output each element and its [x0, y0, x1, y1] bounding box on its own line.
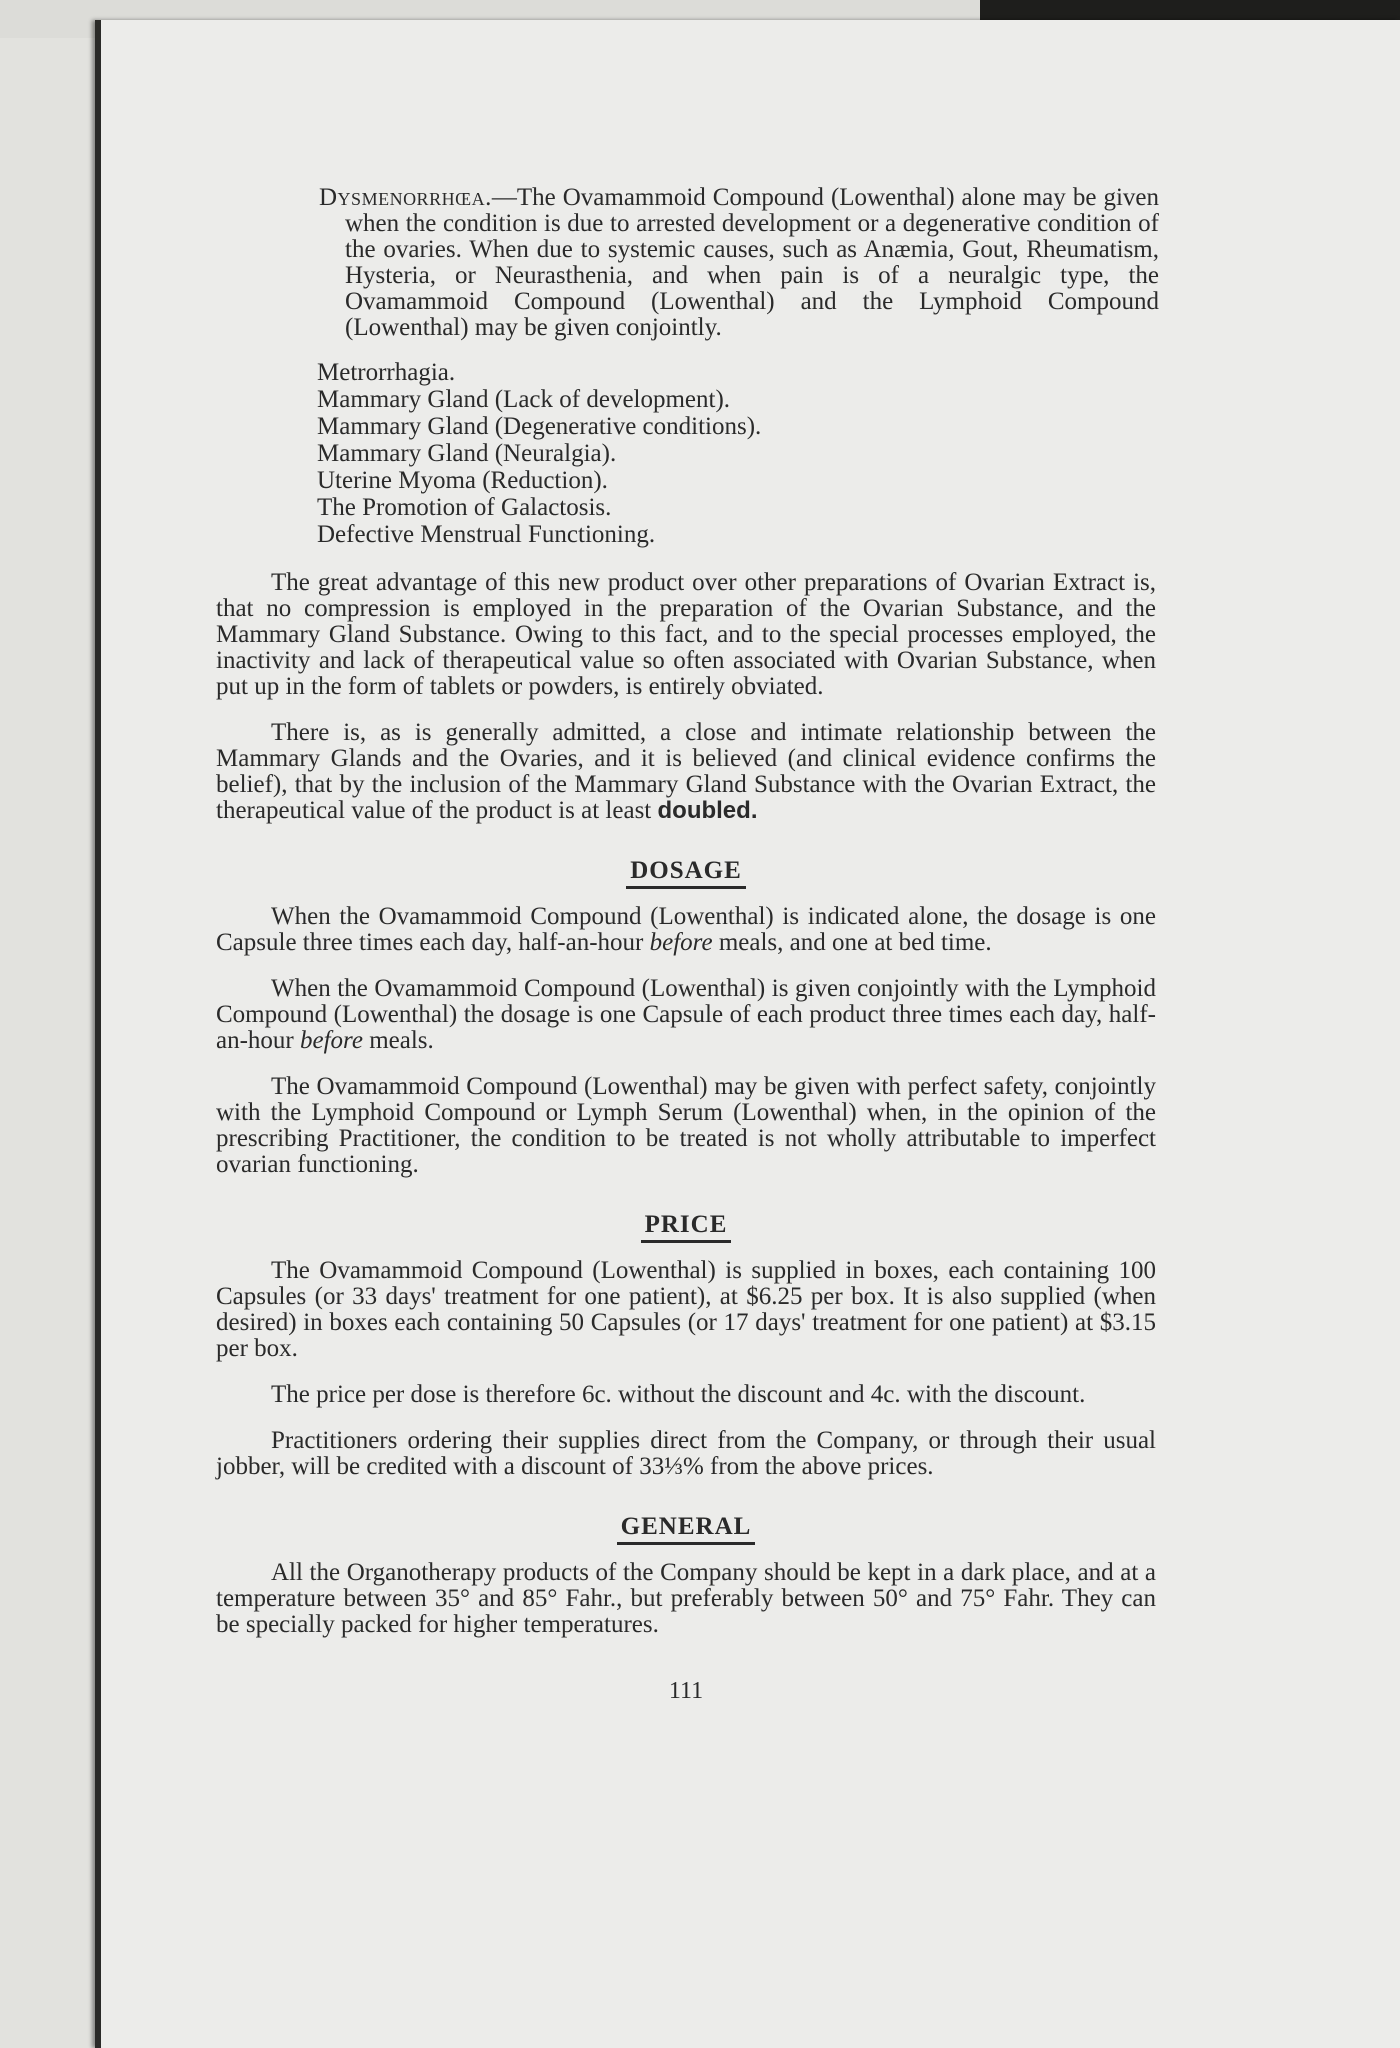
- doubled-emphasis: doubled.: [657, 797, 758, 824]
- dysmenorrhoea-paragraph: [319, 185, 1159, 341]
- price-heading-text: PRICE: [641, 1211, 732, 1243]
- dosage-p2-text-b: meals.: [362, 1027, 434, 1054]
- page-number: 111: [668, 1678, 704, 1704]
- condition-item: The Promotion of Galactosis.: [317, 494, 612, 521]
- price-paragraph-3: Practitioners ordering their supplies direct from the Company, or through their usual jobber, will be credited with a discount of 33⅓% from the above prices.: [216, 1427, 1156, 1480]
- dosage-heading-text: DOSAGE: [626, 857, 746, 889]
- dosage-paragraph-3: The Ovamammoid Compound (Lowenthal) may be given with perfect safety, conjointly with the Lymphoid Compound or Lymph Serum (Lowenthal) when, in the opinion of the prescribing Practitioner, the condition to be treated is not wholly attributable to imperfect ovarian functioning.: [216, 1073, 1156, 1178]
- price-heading: [211, 1212, 1161, 1238]
- relationship-paragraph: [216, 720, 1156, 824]
- advantage-paragraph: The great advantage of this new product over other preparations of Ovarian Extract is, that no compression is employed in the preparation of the Ovarian Substance, and the Mammary Gland Substance. Owing to this fact, and to the special processes employed, the inactivity and lack of therapeutical value so often associated with Ovarian Substance, when put up in the form of tablets or powders, is entirely obviated.: [216, 569, 1156, 700]
- general-heading-text: GENERAL: [617, 1513, 756, 1545]
- book-page: [95, 20, 1400, 2048]
- dosage-p2-text-a: When the Ovamammoid Compound (Lowenthal) is given conjointly with the Lymphoid Compound (Lowenthal) the dosage is one Capsule of each product three times each day, half-an-hour: [216, 975, 1156, 1054]
- dosage-p2-italic: before: [300, 1027, 363, 1054]
- condition-item: Metrorrhagia.: [317, 359, 456, 386]
- condition-item: Defective Menstrual Functioning.: [317, 521, 656, 548]
- condition-item: Mammary Gland (Neuralgia).: [317, 440, 617, 467]
- dosage-p1-text-b: meals, and one at bed time.: [712, 929, 992, 956]
- price-paragraph-2: The price per dose is therefore 6c. without the discount and 4c. with the discount.: [271, 1381, 1086, 1408]
- dosage-heading: [211, 858, 1161, 884]
- dosage-paragraph-2: [216, 976, 1156, 1054]
- condition-item: Mammary Gland (Degenerative conditions).: [317, 413, 762, 440]
- dosage-p1-text-a: When the Ovamammoid Compound (Lowenthal) is indicated alone, the dosage is one Capsule three times each day, half-an-hour: [216, 903, 1156, 956]
- dosage-p1-italic: before: [649, 929, 713, 956]
- dysmenorrhoea-text: —The Ovamammoid Compound (Lowenthal) alone may be given when the condition is due to arrested development or a degenerative condition of the ovaries. When due to systemic causes, such as Anæmia, Gout, Rheumatism, Hysteria, or Neurasthenia, and when pain is of a neuralgic type, the Ovamammoid Compound (Lowenthal) and the Lymphoid Compound (Lowenthal) may be given conjointly.: [345, 184, 1159, 341]
- condition-item: Uterine Myoma (Reduction).: [317, 467, 608, 494]
- general-paragraph-1: All the Organotherapy products of the Company should be kept in a dark place, and at a temperature between 35° and 85° Fahr., but preferably between 50° and 75° Fahr. They can be specially packed for higher temperatures.: [216, 1559, 1156, 1638]
- page-content: [211, 185, 1251, 1704]
- dosage-paragraph-1: [216, 904, 1156, 956]
- conditions-list: [317, 359, 1251, 548]
- relationship-text: There is, as is generally admitted, a close and intimate relationship between the Mammary Glands and the Ovaries, and it is believed (and clinical evidence confirms the belief), that by the inclusion of the Mammary Gland Substance with the Ovarian Extract, the therapeutical value of the product is at least: [216, 719, 1156, 824]
- general-heading: [211, 1514, 1161, 1540]
- price-paragraph-1: The Ovamammoid Compound (Lowenthal) is supplied in boxes, each containing 100 Capsules (or 33 days' treatment for one patient), at $6.25 per box. It is also supplied (when desired) in boxes each containing 50 Capsules (or 17 days' treatment for one patient) at $3.15 per box.: [216, 1257, 1156, 1362]
- condition-item: Mammary Gland (Lack of development).: [317, 386, 731, 413]
- dysmenorrhoea-lead: Dysmenorrhœa.: [319, 184, 492, 211]
